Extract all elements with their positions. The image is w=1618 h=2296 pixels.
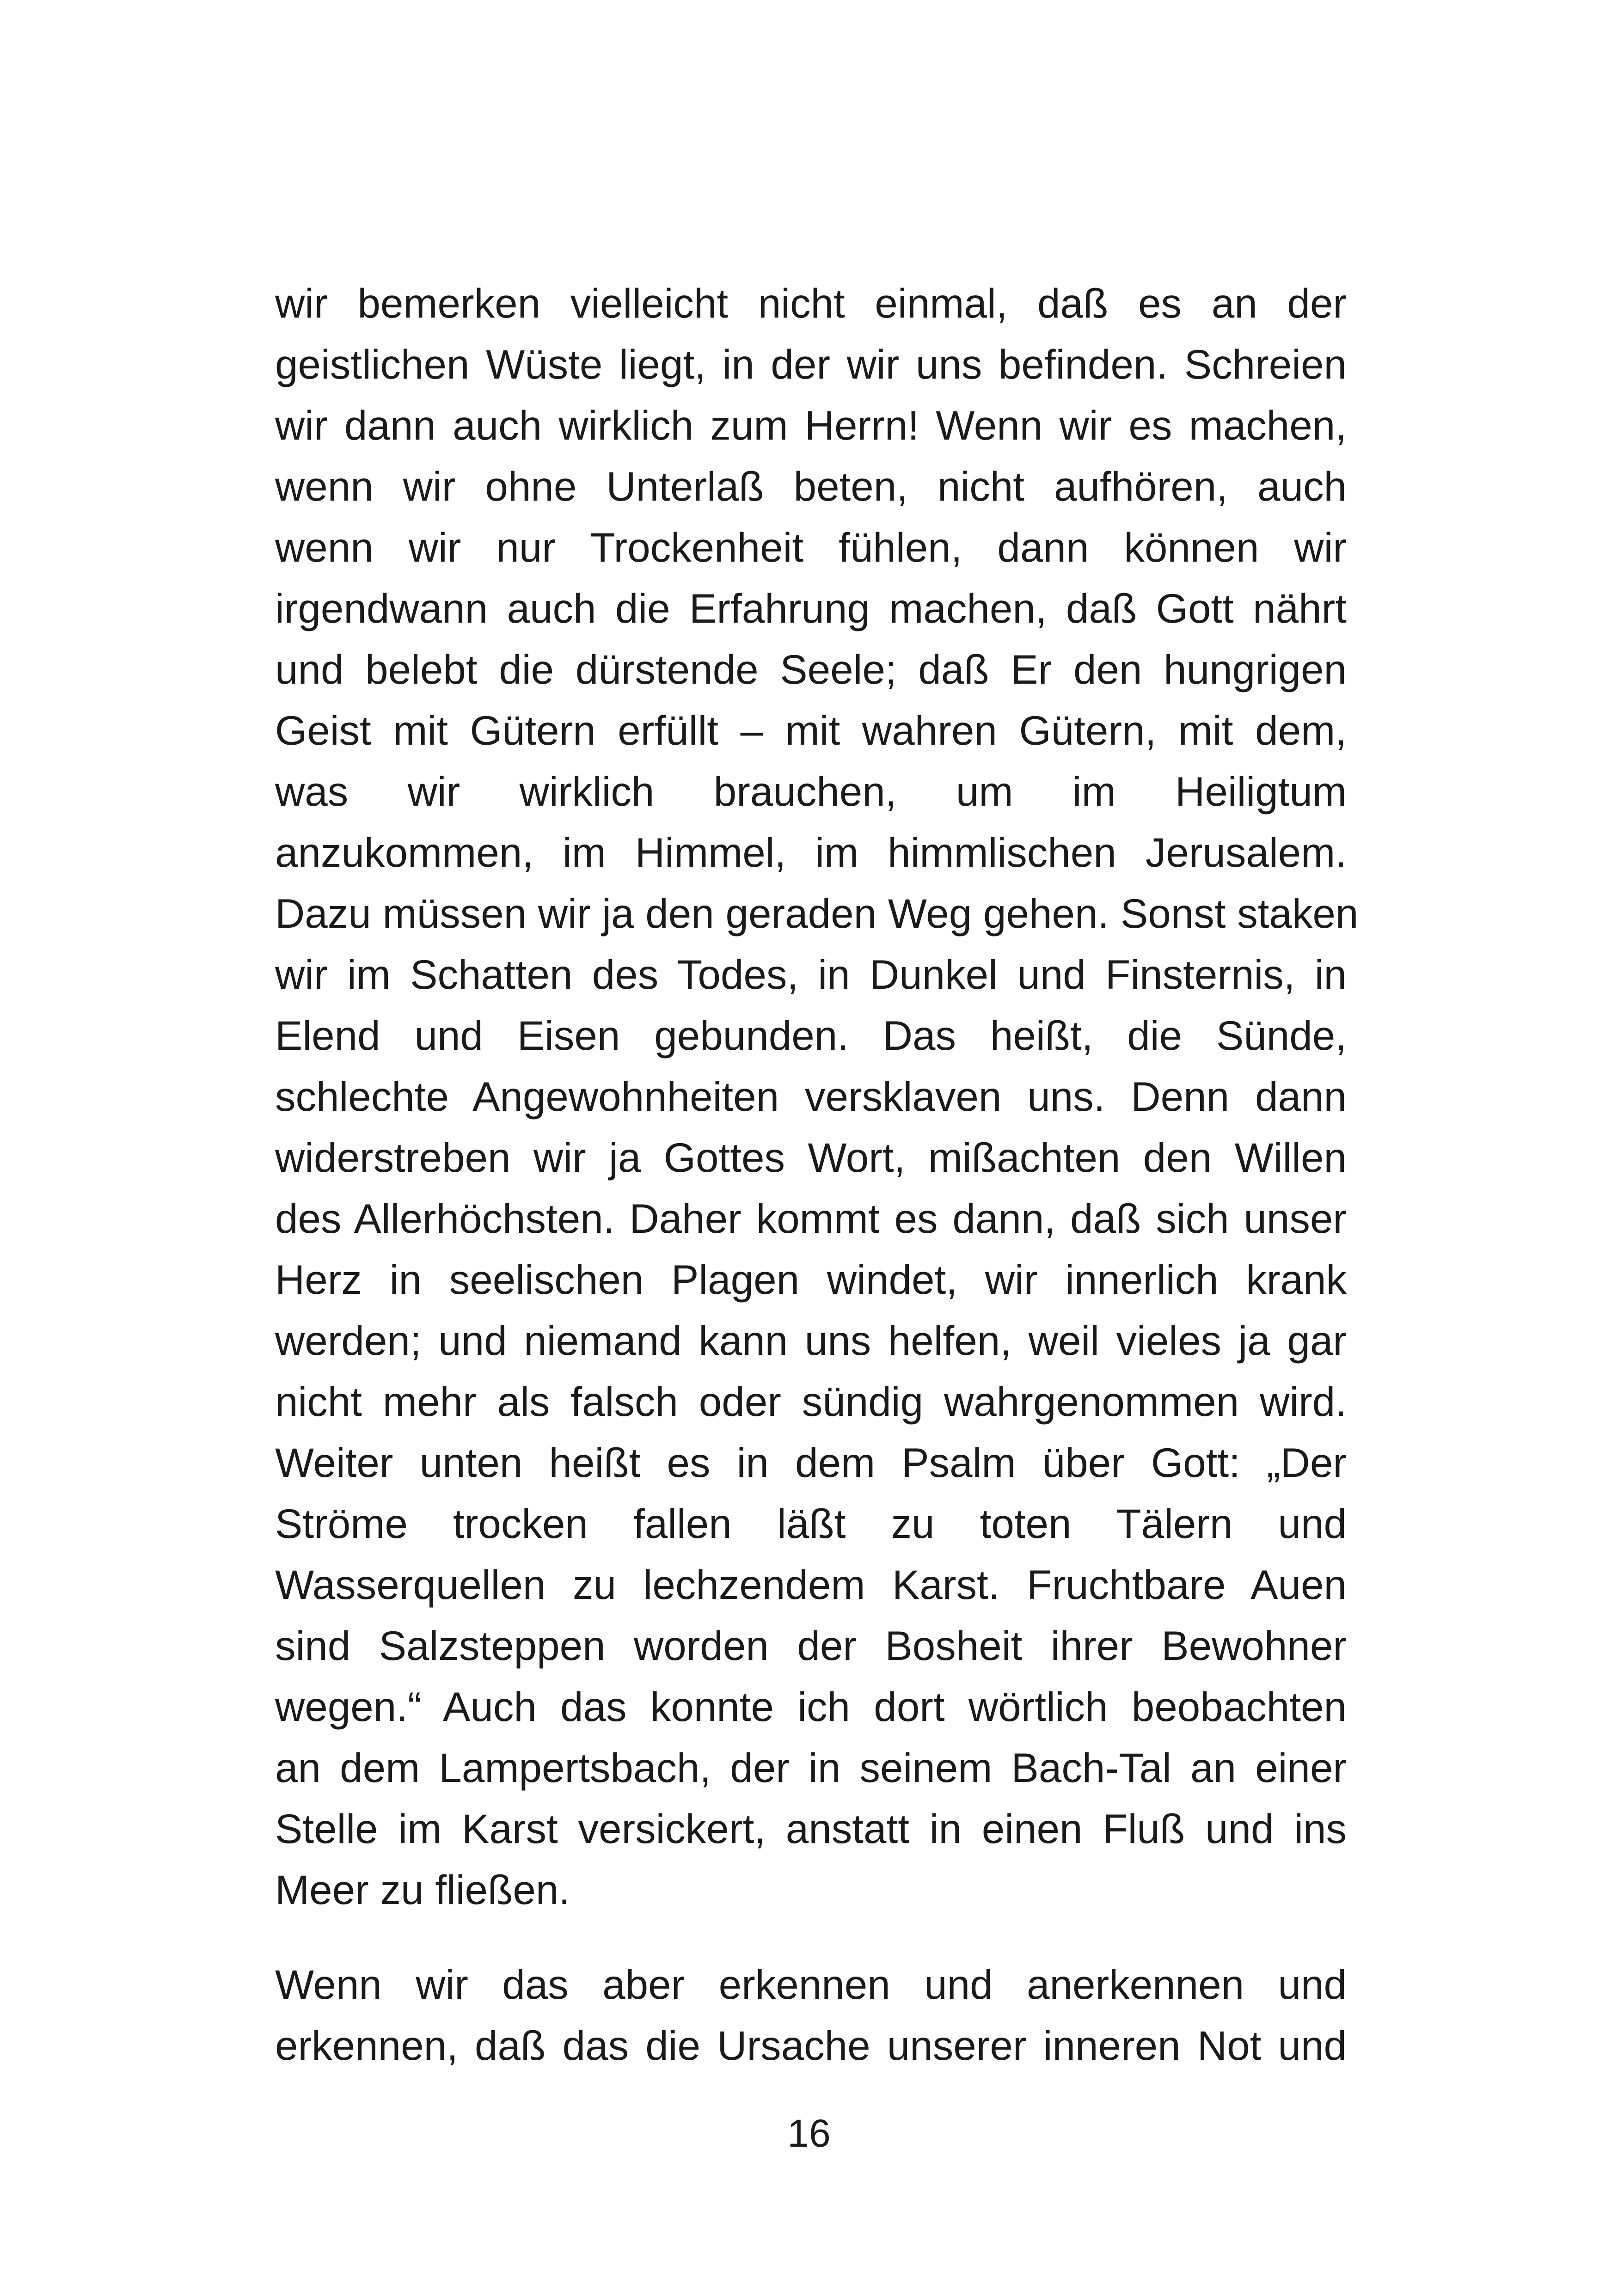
- text-line: an dem Lampertsbach, der in seinem Bach-Tal an einer: [275, 1745, 1347, 1791]
- text-line: erkennen, daß das die Ursache unserer inneren Not und: [275, 2022, 1347, 2069]
- text-line: wenn wir ohne Unterlaß beten, nicht aufhören, auch: [275, 463, 1347, 509]
- text-line: anzukommen, im Himmel, im himmlischen Jerusalem.: [275, 829, 1347, 876]
- text-line: wir im Schatten des Todes, in Dunkel und Finsternis, in: [275, 951, 1347, 998]
- text-line: geistlichen Wüste liegt, in der wir uns befinden. Schreien: [275, 341, 1347, 387]
- page-number: 16: [787, 2112, 831, 2155]
- text-line: Geist mit Gütern erfüllt – mit wahren Gütern, mit dem,: [275, 707, 1347, 753]
- text-line: Weiter unten heißt es in dem Psalm über Gott: „Der: [275, 1439, 1347, 1486]
- text-line: wegen.“ Auch das konnte ich dort wörtlich beobachten: [275, 1684, 1347, 1730]
- text-line: wenn wir nur Trockenheit fühlen, dann können wir: [275, 524, 1347, 570]
- text-line: widerstreben wir ja Gottes Wort, mißachten den Willen: [275, 1134, 1347, 1181]
- text-line: Herz in seelischen Plagen windet, wir innerlich krank: [275, 1256, 1347, 1303]
- text-line: Dazu müssen wir ja den geraden Weg gehen. Sonst staken: [275, 890, 1359, 937]
- paragraph-1: [275, 273, 1359, 1920]
- text-line: Elend und Eisen gebunden. Das heißt, die Sünde,: [275, 1012, 1347, 1059]
- text-line: wir dann auch wirklich zum Herrn! Wenn wir es machen,: [275, 402, 1347, 448]
- text-line: nicht mehr als falsch oder sündig wahrgenommen wird.: [275, 1378, 1347, 1425]
- text-line: Stelle im Karst versickert, anstatt in einen Fluß und ins: [275, 1806, 1347, 1852]
- text-line: Ströme trocken fallen läßt zu toten Tälern und: [275, 1500, 1347, 1547]
- text-line: werden; und niemand kann uns helfen, weil vieles ja gar: [275, 1317, 1347, 1364]
- text-line: sind Salzsteppen worden der Bosheit ihrer Bewohner: [275, 1623, 1347, 1669]
- text-line: was wir wirklich brauchen, um im Heiligtum: [275, 768, 1347, 814]
- text-line: schlechte Angewohnheiten versklaven uns. Denn dann: [275, 1073, 1347, 1120]
- text-line: Wasserquellen zu lechzendem Karst. Fruchtbare Auen: [275, 1561, 1347, 1608]
- text-line: wir bemerken vielleicht nicht einmal, daß es an der: [275, 280, 1347, 326]
- text-line: Wenn wir das aber erkennen und anerkennen und: [275, 1961, 1347, 2008]
- text-line: irgendwann auch die Erfahrung machen, daß Gott nährt: [275, 585, 1347, 631]
- text-line: Meer zu fließen.: [275, 1867, 570, 1913]
- text-line: und belebt die dürstende Seele; daß Er den hungrigen: [275, 646, 1347, 692]
- text-line: des Allerhöchsten. Daher kommt es dann, daß sich unser: [275, 1195, 1347, 1242]
- paragraph-2: [275, 1954, 1347, 2076]
